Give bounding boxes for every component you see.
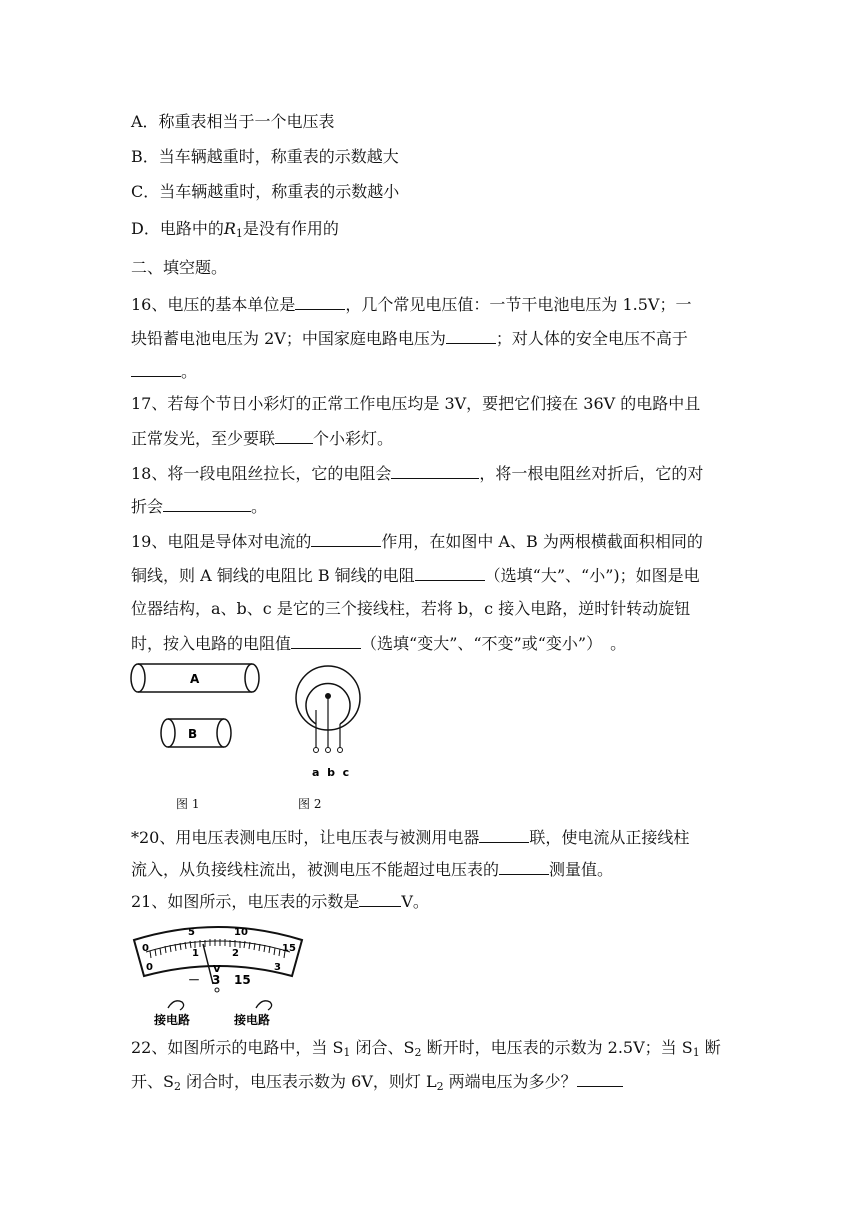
q22-sub: 2 — [414, 1046, 422, 1059]
option-d-var: R — [223, 219, 236, 238]
q22-sub: 1 — [343, 1046, 351, 1059]
meter-top-tick: 15 — [282, 943, 296, 954]
option-b: B．当车辆越重时，称重表的示数越大 — [131, 147, 399, 166]
wire-a-left-end — [131, 664, 145, 692]
q20-text: 联，使电流从正接线柱 — [529, 828, 690, 847]
q18-text: ，将一根电阻丝对折后，它的对 — [479, 464, 704, 483]
figure-2-potentiometer — [290, 656, 370, 781]
q22-text: 闭合时，电压表示数为 6V，则灯 L — [180, 1072, 437, 1091]
q17-text: 正常发光，至少要联 — [131, 429, 276, 448]
q19-blank-3[interactable] — [291, 632, 361, 649]
q22-sub: 1 — [692, 1046, 700, 1059]
q20-text: *20、用电压表测电压时，让电压表与被测用电器 — [131, 828, 480, 847]
meter-top-tick: 10 — [234, 927, 248, 938]
q17-text: 个小彩灯。 — [313, 429, 394, 448]
q22-sub: 2 — [173, 1080, 181, 1093]
q19-line-1 — [131, 530, 703, 553]
q16-blank-1[interactable] — [295, 293, 345, 310]
q16-line-3 — [131, 360, 197, 383]
q16-text: 块铅蓄电池电压为 2V；中国家庭电路电压为 — [131, 329, 446, 348]
q21-text: V。 — [401, 892, 429, 911]
q18-text: 18、将一段电阻丝拉长，它的电阻会 — [131, 464, 392, 483]
q19-blank-1[interactable] — [311, 530, 381, 547]
q16-blank-3[interactable] — [131, 360, 181, 377]
meter-unit: V — [213, 964, 221, 975]
voltmeter-figure — [128, 918, 306, 1028]
q22-text: 开、S — [131, 1072, 174, 1091]
figure-1-wires — [128, 660, 268, 755]
wire-a-right-end — [245, 664, 259, 692]
option-d-prefix: D．电路中的 — [131, 219, 224, 238]
q18-blank-1[interactable] — [391, 462, 479, 479]
wire-a-label: A — [190, 672, 200, 686]
q18-line-1 — [131, 462, 703, 485]
q20-text: 测量值。 — [549, 860, 614, 879]
terminal-labels: a b c — [312, 766, 350, 779]
q17-line-1: 17、若每个节日小彩灯的正常工作电压均是 3V，要把它们接在 36V 的电路中且 — [131, 394, 701, 413]
wire-b-left-end — [161, 719, 175, 747]
q20-line-1 — [131, 826, 689, 849]
q21-blank[interactable] — [359, 890, 401, 907]
terminal-label-15: 15 — [234, 973, 251, 987]
q18-text: 。 — [251, 497, 268, 516]
q19-text: （选填“大”、“小”)；如图是电 — [484, 566, 700, 585]
terminal-label-3: 3 — [212, 973, 221, 987]
q22-blank[interactable] — [577, 1070, 623, 1087]
meter-bottom-tick: 1 — [192, 948, 199, 959]
wire-b-right-end — [217, 719, 231, 747]
section-heading: 二、填空题。 — [131, 258, 228, 277]
q20-text: 流入，从负接线柱流出，被测电压不能超过电压表的 — [131, 860, 500, 879]
q20-blank-2[interactable] — [499, 858, 549, 875]
meter-terminal-post — [215, 988, 219, 992]
figure-2-caption: 图 2 — [298, 797, 322, 811]
meter-terminal-labels — [188, 973, 251, 987]
q22-text: 两端电压为多少？ — [443, 1072, 577, 1091]
q18-line-2 — [131, 495, 267, 518]
q22-text: 断 — [699, 1038, 721, 1057]
q22-text: 断开时，电压表的示数为 2.5V；当 S — [421, 1038, 693, 1057]
terminal-a — [314, 748, 319, 753]
option-c: C．当车辆越重时，称重表的示数越小 — [131, 182, 400, 201]
q22-sub: 2 — [436, 1080, 444, 1093]
terminal-label-negative: － — [188, 973, 201, 987]
q19-blank-2[interactable] — [415, 564, 485, 581]
meter-top-tick: 0 — [142, 943, 149, 954]
q19-text: 时，按入电路的电阻值 — [131, 634, 292, 653]
q18-text: 折会 — [131, 497, 164, 516]
q19-text: （选填“变大”、“不变”或“变小”） 。 — [361, 634, 627, 653]
terminal-c — [338, 748, 343, 753]
terminal-b — [326, 748, 331, 753]
meter-bottom-tick: 3 — [274, 962, 281, 973]
option-a: A．称重表相当于一个电压表 — [131, 112, 335, 131]
q20-blank-1[interactable] — [479, 826, 529, 843]
q19-line-2 — [131, 564, 700, 587]
left-connect-label: 接电路 — [154, 1013, 191, 1027]
q18-blank-2[interactable] — [163, 495, 251, 512]
q19-line-4 — [131, 632, 626, 655]
q20-line-2 — [131, 858, 613, 881]
q22-text: 闭合、S — [350, 1038, 415, 1057]
option-d-sub: 1 — [235, 227, 243, 240]
q16-text: 。 — [181, 362, 198, 381]
meter-bottom-tick: 0 — [146, 962, 153, 973]
q22-line-1 — [131, 1037, 721, 1064]
q17-line-2 — [131, 427, 393, 450]
q16-line-1 — [131, 293, 691, 316]
q16-text: ；对人体的安全电压不高于 — [495, 329, 688, 348]
q17-blank[interactable] — [275, 427, 313, 444]
meter-bottom-tick: 2 — [232, 948, 239, 959]
q19-text: 铜线，则 A 铜线的电阻比 B 铜线的电阻 — [131, 566, 415, 585]
wire-b-label: B — [188, 727, 198, 741]
q19-line-3: 位器结构，a、b、c 是它的三个接线柱，若将 b，c 接入电路，逆时针转动旋钮 — [131, 599, 691, 618]
q21-line-1 — [131, 890, 429, 913]
q16-line-2 — [131, 327, 688, 350]
q16-text: ，几个常见电压值：一节干电池电压为 1.5V；一 — [345, 295, 692, 314]
q19-text: 作用，在如图中 A、B 为两根横截面积相同的 — [381, 532, 703, 551]
q16-blank-2[interactable] — [446, 327, 496, 344]
figure-1-caption: 图 1 — [176, 797, 200, 811]
option-d-suffix: 是没有作用的 — [242, 219, 339, 238]
q19-text: 19、电阻是导体对电流的 — [131, 532, 312, 551]
q21-text: 21、如图所示，电压表的示数是 — [131, 892, 360, 911]
meter-top-tick: 5 — [188, 927, 195, 938]
q22-text: 22、如图所示的电路中，当 S — [131, 1038, 344, 1057]
q22-line-2 — [131, 1070, 623, 1098]
option-d — [131, 218, 339, 245]
right-connect-label: 接电路 — [234, 1013, 271, 1027]
q16-text: 16、电压的基本单位是 — [131, 295, 296, 314]
